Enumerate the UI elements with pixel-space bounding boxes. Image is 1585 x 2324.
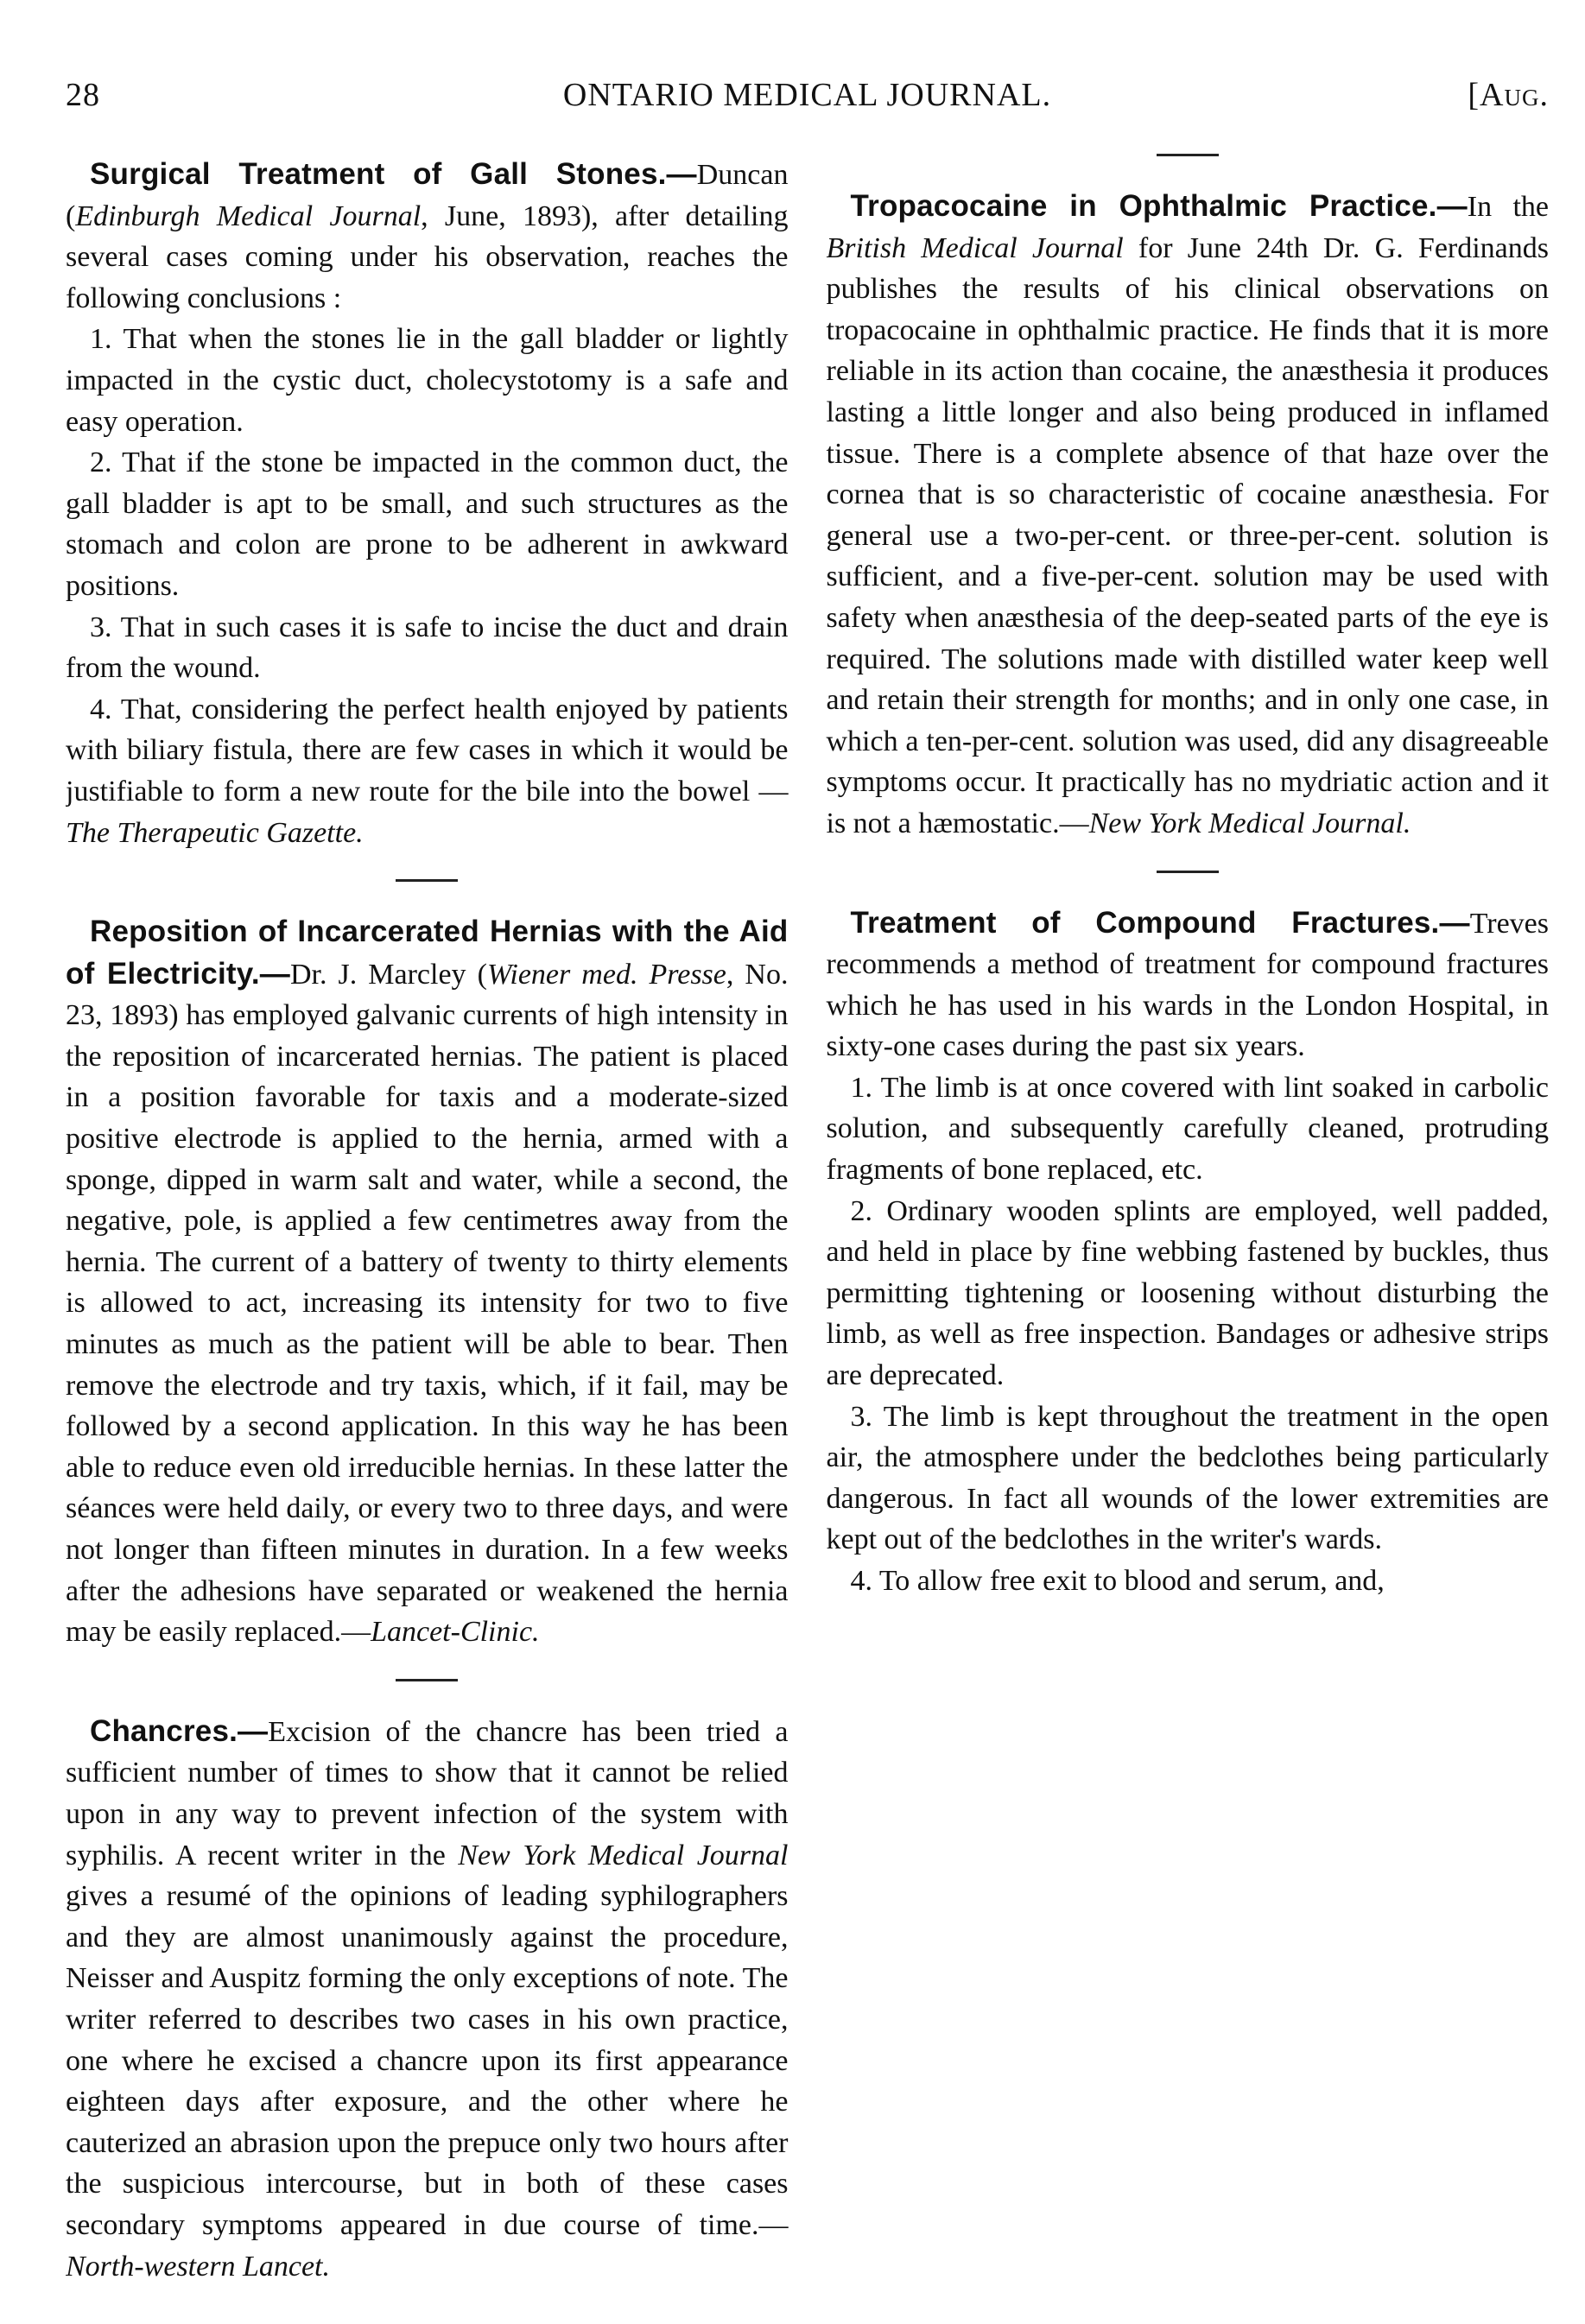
page-number: 28	[66, 77, 100, 113]
text-run: gives a resumé of the opinions of leading syphilographers and they are almost unanimously against the procedure, Neisser and Auspitz forming the only exceptions of note. The writer referred to describes two cases in his own practice, one where he excised a chancre upon its first appearance eighteen days after exposure, and the other where he cauterized an abrasion upon the prepuce only two hours after the suspicious intercourse, but in both of these cases secondary symptoms appeared in due course of time.—	[66, 1880, 789, 2241]
article	[827, 902, 1550, 1602]
text-run: Excision of the chancre has been tried a sufficient number of times to show that it cannot be relied upon in any way to prevent infection of the system with syphilis. A recent writer in the	[66, 1715, 789, 1871]
article-paragraph	[827, 1396, 1550, 1561]
citation-italic: Edinburgh Medical Journal	[75, 199, 422, 232]
article	[66, 911, 789, 1653]
text-run: for June 24th Dr. G. Ferdinands publishes the results of his clinical observations on tropacocaine in ophthalmic practice. He finds that it is more reliable in its action than cocaine, the anæsthesia it produces lasting a little longer and also being produced in inflamed tissue. There is a complete absence of that haze over the cornea that is so characteristic of cocaine anæsthesia. For general use a two-per-cent. or three-per-cent. solution is sufficient, and a five-per-cent. solution may be used with safety when anæsthesia of the deep-seated parts of the eye is required. The solutions made with distilled water keep well and retain their strength for months; and in only one case, in which a ten-per-cent. solution was used, did any disagreeable symptoms occur. It practically has no mydriatic action and it is not a hæmostatic.—	[826, 231, 1549, 839]
article-paragraph	[66, 1711, 789, 2287]
citation-italic: British Medical Journal	[826, 231, 1124, 264]
article-heading: Tropacocaine in Ophthalmic Practice.—	[850, 189, 1468, 223]
text-run: Treves recommends a method of treatment for compound fractures which he has used in his wards in the London Hospital, in sixty-one cases during the past six years.	[826, 907, 1549, 1063]
article	[66, 1711, 789, 2287]
article-paragraph	[827, 902, 1550, 1067]
article	[827, 186, 1550, 845]
article-paragraph	[66, 154, 789, 319]
article-columns	[66, 154, 1549, 2296]
text-run: 4. To allow free exit to blood and serum, and,	[850, 1565, 1385, 1597]
article-heading: Chancres.—	[90, 1713, 269, 1748]
article-paragraph	[66, 607, 789, 689]
article-heading: Reposition of Incarcerated Hernias with the Aid of Electricity.—	[66, 915, 789, 991]
text-run: 4. That, considering the perfect health enjoyed by patients with biliary fistula, there are few cases in which it would be justifiable to form a new route for the bile into the bowel —	[66, 693, 789, 807]
running-header	[66, 76, 1549, 119]
text-run: , No. 23, 1893) has employed galvanic currents of high intensity in the reposition of incarcerated hernias. The patient is placed in a position favorable for taxis and a moderate-sized positive electrode is applied to the hernia, armed with a sponge, dipped in warm salt and water, while a second, the negative, pole, is applied a few centimetres away from the hernia. The current of a battery of twenty to thirty elements is allowed to act, increasing its intensity for two to five minutes as much as the patient will be able to bear. Then remove the electrode and try taxis, which, if it fail, may be followed by a second application. In this way he has been able to reduce even old irreducible hernias. In these latter the séances were held daily, or every two to three days, and were not longer than fifteen minutes in duration. In a few weeks after the adhesions have separated or weakened the hernia may be easily replaced.—	[66, 958, 789, 1649]
section-divider	[396, 879, 458, 882]
issue-month: [Aug.	[1468, 77, 1549, 113]
citation-italic: North-western Lancet.	[66, 2250, 330, 2283]
text-run: 2. Ordinary wooden splints are employed, well padded, and held in place by fine webbing fastened by buckles, thus permitting tightening or loosening without disturbing the limb, as well as free inspection. Bandages or adhesive strips are deprecated.	[826, 1194, 1549, 1392]
text-run: 3. That in such cases it is safe to incise the duct and drain from the wound.	[66, 611, 789, 685]
article-paragraph	[827, 1191, 1550, 1396]
text-run: 3. The limb is kept throughout the treatment in the open air, the atmosphere under the bedclothes being particularly dangerous. In fact all wounds of the lower extremities are kept out of the bedclothes in the writer's wards.	[826, 1400, 1549, 1556]
article-heading: Treatment of Compound Fractures.—	[850, 905, 1470, 940]
article-paragraph	[827, 186, 1550, 845]
text-run: , June, 1893), after detailing several cases coming under his observation, reaches the following conclusions :	[66, 199, 789, 314]
citation-italic: Lancet-Clinic.	[371, 1616, 540, 1649]
text-run: Dr. J. Marcley (	[289, 958, 487, 991]
text-run: 1. That when the stones lie in the gall bladder or lightly impacted in the cystic duct, cholecystotomy is a safe and easy operation.	[66, 323, 789, 438]
text-run: In the	[1467, 191, 1549, 223]
article-heading: Surgical Treatment of Gall Stones.—	[90, 157, 697, 191]
article-paragraph	[66, 319, 789, 442]
citation-italic: The Therapeutic Gazette.	[66, 816, 364, 849]
article	[66, 154, 789, 853]
article-paragraph	[827, 1561, 1550, 1602]
text-run: 2. That if the stone be impacted in the common duct, the gall bladder is apt to be small, and such structures as the stomach and colon are prone to be adherent in awkward positions.	[66, 446, 789, 602]
section-divider	[396, 1679, 458, 1681]
section-divider	[1157, 871, 1219, 873]
text-run: 1. The limb is at once covered with lint soaked in carbolic solution, and subsequently carefully cleaned, protruding fragments of bone replaced, etc.	[826, 1071, 1549, 1187]
journal-title: ONTARIO MEDICAL JOURNAL.	[562, 77, 1052, 113]
article-paragraph	[66, 911, 789, 1653]
article-paragraph	[66, 689, 789, 853]
citation-italic: New York Medical Journal.	[1088, 807, 1411, 839]
citation-italic: New York Medical Journal	[458, 1839, 789, 1871]
citation-italic: Wiener med. Presse	[486, 958, 726, 991]
article-paragraph	[66, 442, 789, 606]
text-run: Duncan (	[66, 159, 789, 232]
section-divider	[1157, 154, 1219, 156]
article-paragraph	[827, 1067, 1550, 1191]
